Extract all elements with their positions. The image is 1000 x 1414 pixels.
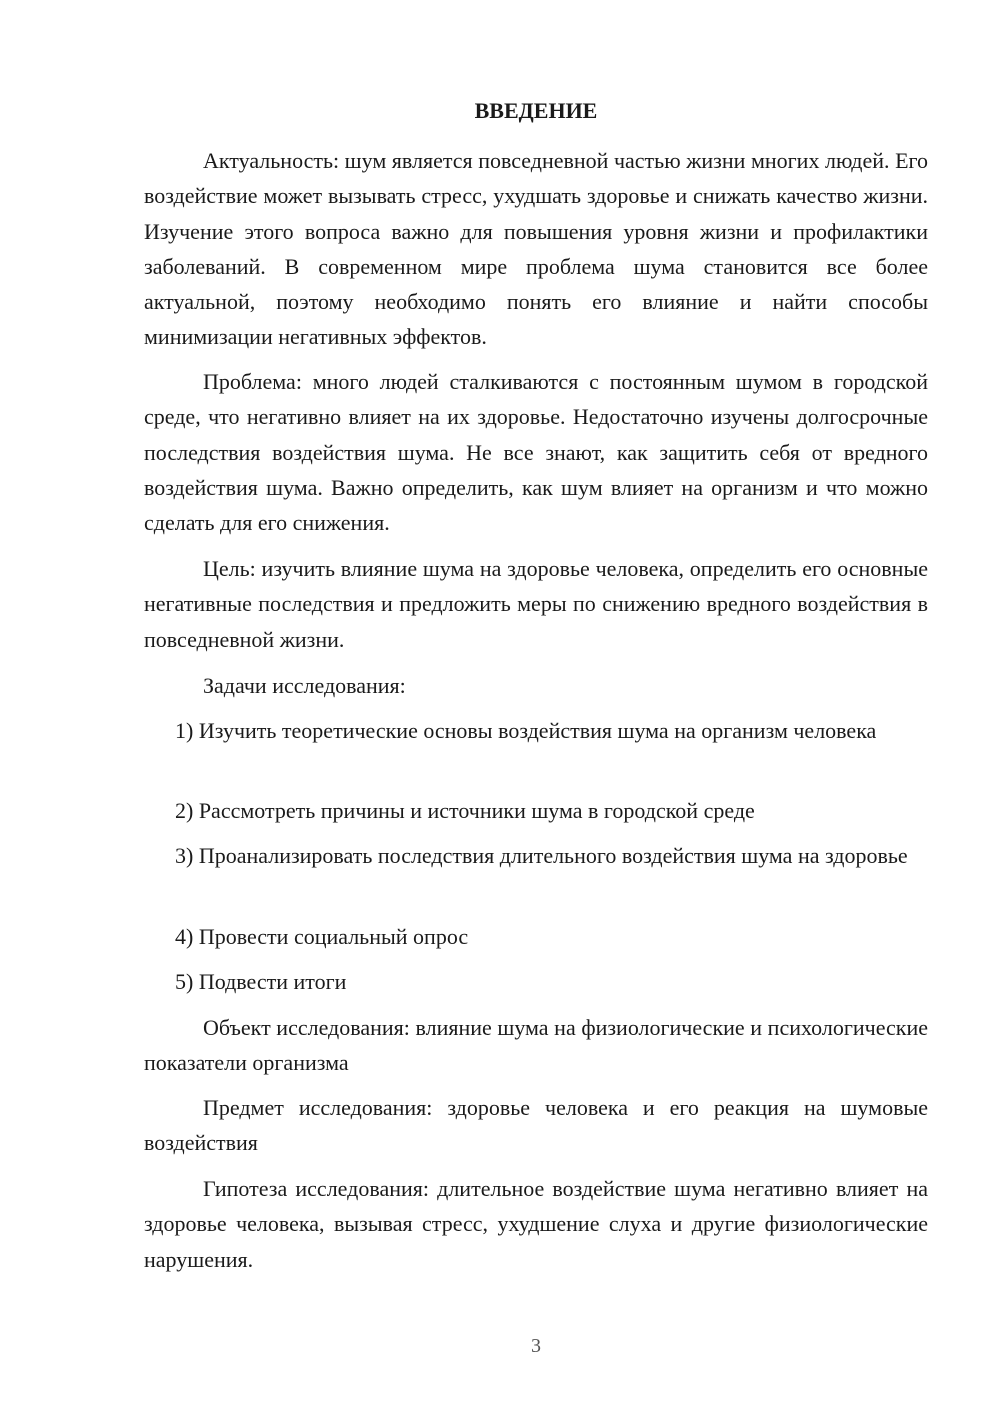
subject-text: Предмет исследования: здоровье человека и его реакция на шумовые воздействия (144, 1095, 928, 1156)
goal-paragraph (144, 551, 928, 657)
subject-paragraph (144, 1090, 928, 1161)
object-text: Объект исследования: влияние шума на физиологические и психологические показатели организма (144, 1015, 928, 1076)
relevance-text: Актуальность: шум является повседневной частью жизни многих людей. Его воздействие может вызывать стресс, ухудшать здоровье и снижать качество жизни. Изучение этого вопроса важно для повышения уровня жизни и профилактики заболеваний. В современном мире проблема шума становится все более актуальной, поэтому необходимо понять его влияние и найти способы минимизации негативных эффектов. (144, 148, 928, 350)
task-item-2: 2) Рассмотреть причины и источники шума в городской среде (175, 798, 755, 823)
tasks-heading-paragraph (144, 668, 928, 703)
relevance-paragraph (144, 143, 928, 355)
task-item-3: 3) Проанализировать последствия длительного воздействия шума на здоровье (175, 843, 908, 868)
object-paragraph (144, 1010, 928, 1081)
problem-paragraph (144, 364, 928, 540)
page-number: 3 (531, 1335, 541, 1357)
task-item-1: 1) Изучить теоретические основы воздействия шума на организм человека (175, 718, 877, 743)
page-title: ВВЕДЕНИЕ (474, 98, 598, 123)
hypothesis-paragraph (144, 1171, 928, 1277)
task-item-4: 4) Провести социальный опрос (175, 924, 469, 949)
tasks-heading: Задачи исследования: (203, 673, 406, 698)
task-item-5: 5) Подвести итоги (175, 969, 347, 994)
goal-text: Цель: изучить влияние шума на здоровье человека, определить его основные негативные последствия и предложить меры по снижению вредного воздействия в повседневной жизни. (144, 556, 928, 652)
hypothesis-text: Гипотеза исследования: длительное воздействие шума негативно влияет на здоровье человека, вызывая стресс, ухудшение слуха и другие физиологические нарушения. (144, 1176, 928, 1272)
problem-text: Проблема: много людей сталкиваются с постоянным шумом в городской среде, что негативно влияет на их здоровье. Недостаточно изучены долгосрочные последствия воздействия шума. Не все знают, как защитить себя от вредного воздействия шума. Важно определить, как шум влияет на организм и что можно сделать для его снижения. (144, 369, 928, 536)
